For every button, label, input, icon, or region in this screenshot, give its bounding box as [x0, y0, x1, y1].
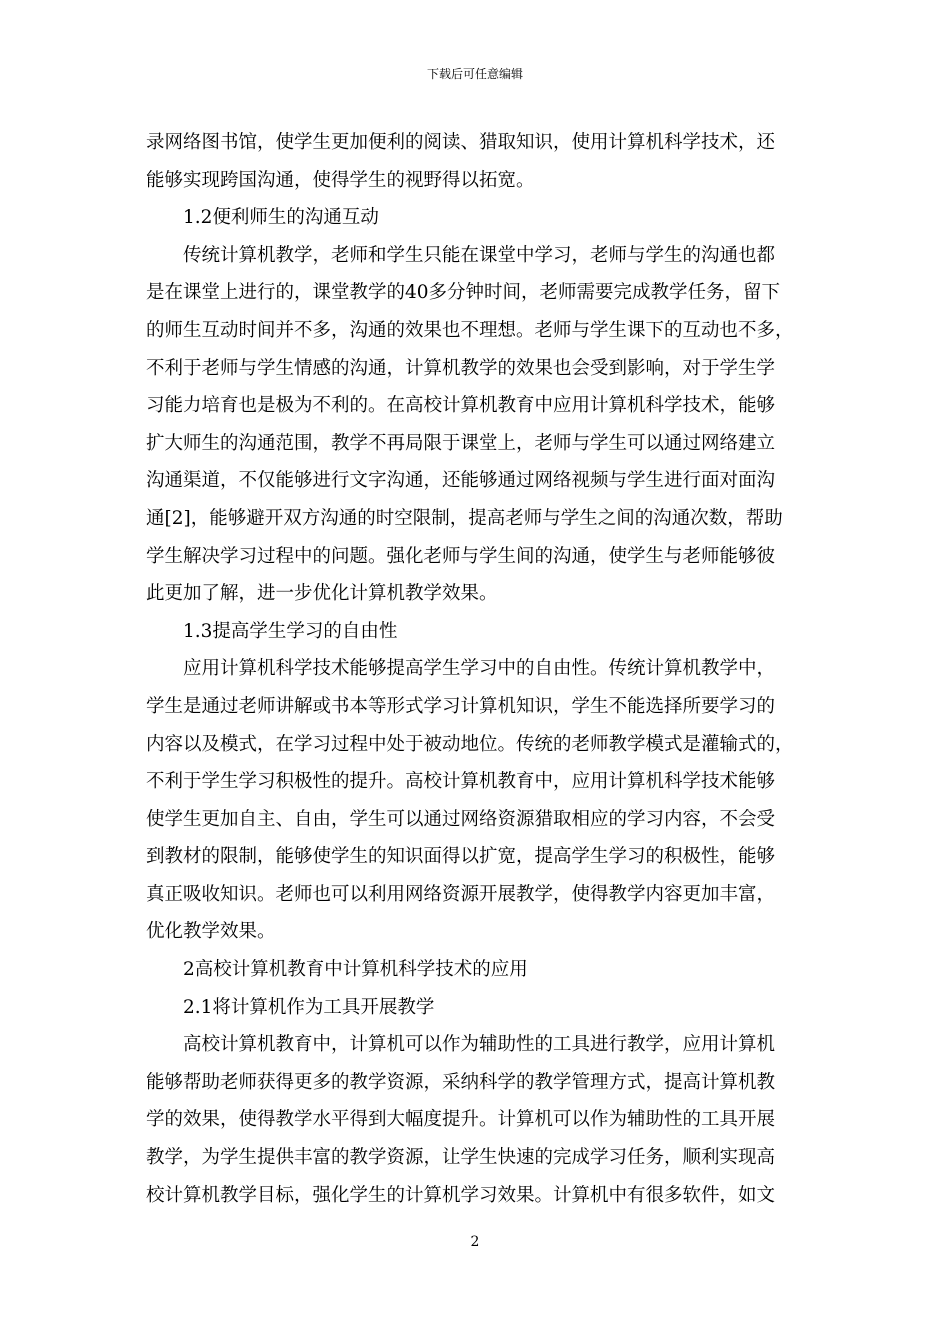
- page-header: 下载后可任意编辑: [426, 67, 523, 81]
- text-line: 到教材的限制，能够使学生的知识面得以扩宽，提高学生学习的积极性，能够: [146, 846, 776, 868]
- text-line: 2.1将计算机作为工具开展教学: [183, 996, 435, 1018]
- text-line: 校计算机教学目标，强化学生的计算机学习效果。计算机中有很多软件，如文: [146, 1184, 776, 1206]
- text-line: 2高校计算机教育中计算机科学技术的应用: [183, 959, 528, 981]
- text-line: 高校计算机教育中，计算机可以作为辅助性的工具进行教学，应用计算机: [183, 1034, 776, 1056]
- text-line: 使学生更加自主、自由，学生可以通过网络资源猎取相应的学习内容，不会受: [146, 808, 776, 830]
- text-line: 习能力培育也是极为不利的。在高校计算机教育中应用计算机科学技术，能够: [146, 395, 776, 417]
- text-line: 的师生互动时间并不多，沟通的效果也不理想。老师与学生课下的互动也不多，: [146, 319, 794, 341]
- text-line: 1.2便利师生的沟通互动: [183, 207, 379, 229]
- text-line: 沟通渠道，不仅能够进行文字沟通，还能够通过网络视频与学生进行面对面沟: [146, 470, 776, 492]
- text-line: 应用计算机科学技术能够提高学生学习中的自由性。传统计算机教学中，: [183, 658, 776, 680]
- text-line: 学的效果，使得教学水平得到大幅度提升。计算机可以作为辅助性的工具开展: [146, 1109, 776, 1131]
- text-line: 不利于学生学习积极性的提升。高校计算机教育中，应用计算机科学技术能够: [146, 771, 776, 793]
- text-line: 能够实现跨国沟通，使得学生的视野得以拓宽。: [146, 169, 535, 191]
- text-line: 1.3提高学生学习的自由性: [183, 620, 398, 642]
- text-line: 是在课堂上进行的，课堂教学的40多分钟时间，老师需要完成教学任务，留下: [146, 282, 781, 304]
- page-number: 2: [470, 1234, 480, 1250]
- text-line: 学生是通过老师讲解或书本等形式学习计算机知识，学生不能选择所要学习的: [146, 695, 776, 717]
- text-line: 扩大师生的沟通范围，教学不再局限于课堂上，老师与学生可以通过网络建立: [146, 432, 776, 454]
- text-line: 真正吸收知识。老师也可以利用网络资源开展教学，使得教学内容更加丰富，: [146, 883, 776, 905]
- text-line: 传统计算机教学，老师和学生只能在课堂中学习，老师与学生的沟通也都: [183, 244, 776, 266]
- text-line: 此更加了解，进一步优化计算机教学效果。: [146, 583, 498, 605]
- document-body: [146, 124, 808, 1214]
- text-line: 通[2]，能够避开双方沟通的时空限制，提高老师与学生之间的沟通次数，帮助: [146, 507, 783, 529]
- text-line: 教学，为学生提供丰富的教学资源，让学生快速的完成学习任务，顺利实现高: [146, 1147, 776, 1169]
- text-line: 录网络图书馆，使学生更加便利的阅读、猎取知识，使用计算机科学技术，还: [146, 132, 776, 153]
- text-line: 不利于老师与学生情感的沟通，计算机教学的效果也会受到影响，对于学生学: [146, 357, 776, 379]
- text-line: 优化教学效果。: [146, 921, 276, 943]
- text-line: 学生解决学习过程中的问题。强化老师与学生间的沟通，使学生与老师能够彼: [146, 545, 776, 567]
- text-line: 内容以及模式，在学习过程中处于被动地位。传统的老师教学模式是灌输式的，: [146, 733, 794, 755]
- text-line: 能够帮助老师获得更多的教学资源，采纳科学的教学管理方式，提高计算机教: [146, 1071, 776, 1093]
